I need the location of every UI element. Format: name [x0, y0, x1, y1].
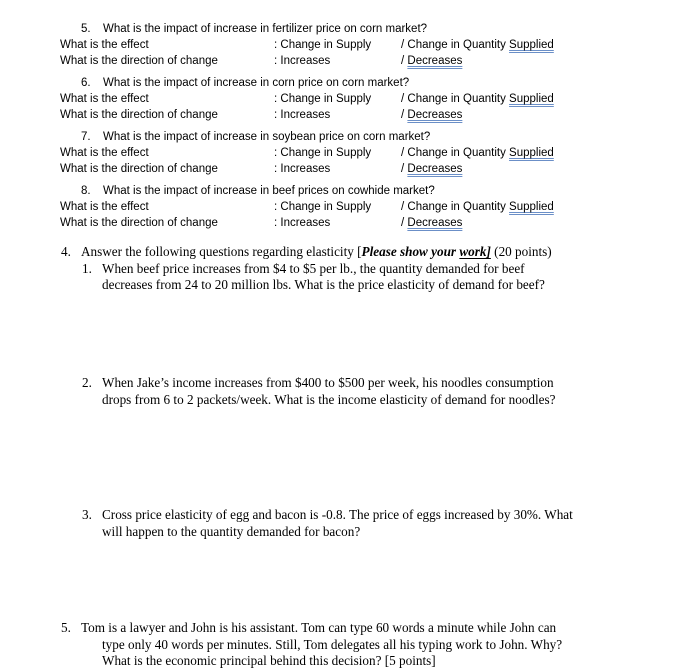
section-line: What is the economic principal behind this decision? [5 points]	[102, 653, 436, 668]
direction-value: : Increases	[274, 55, 331, 67]
direction-alt-prefix: /	[401, 55, 408, 67]
direction-alt-prefix: /	[401, 217, 408, 229]
effect-alternative	[401, 94, 554, 106]
direction-alt-word: Decreases	[407, 163, 463, 175]
section-number: 4.	[61, 244, 71, 259]
effect-label: What is the effect	[60, 93, 149, 105]
item-line: Cross price elasticity of egg and bacon is -0.8. The price of eggs increased by 30%. What	[102, 507, 573, 522]
effect-label: What is the effect	[60, 39, 149, 51]
effect-alternative	[401, 202, 554, 214]
direction-alternative	[401, 56, 462, 68]
effect-alt-prefix: / Change in Quantity	[401, 93, 510, 105]
effect-value: : Change in Supply	[274, 201, 372, 213]
effect-alternative	[401, 40, 554, 52]
question-number: 6.	[81, 77, 91, 89]
effect-value: : Change in Supply	[274, 39, 372, 51]
item-line: When Jake’s income increases from $400 to $500 per week, his noodles consumption	[102, 375, 554, 390]
effect-alt-word: Supplied	[509, 39, 554, 51]
section-heading	[81, 245, 552, 258]
item-line: drops from 6 to 2 packets/week. What is the income elasticity of demand for noodles?	[102, 392, 556, 407]
direction-label: What is the direction of change	[60, 109, 218, 121]
direction-alt-prefix: /	[401, 109, 408, 121]
direction-alternative	[401, 110, 462, 122]
direction-value: : Increases	[274, 163, 331, 175]
question-text: What is the impact of increase in beef prices on cowhide market?	[103, 185, 435, 197]
heading-underlined: work]	[459, 244, 491, 259]
effect-alt-prefix: / Change in Quantity	[401, 39, 510, 51]
section-line: type only 40 words per minutes. Still, Tom delegates all his typing work to John. Why?	[102, 637, 563, 652]
direction-alternative	[401, 218, 462, 230]
question-number: 8.	[81, 185, 91, 197]
effect-label: What is the effect	[60, 147, 149, 159]
direction-value: : Increases	[274, 217, 331, 229]
item-line: When beef price increases from $4 to $5 per lb., the quantity demanded for beef	[102, 261, 525, 276]
heading-text-before: Answer the following questions regarding elasticity [	[81, 244, 362, 259]
direction-label: What is the direction of change	[60, 163, 218, 175]
direction-alt-word: Decreases	[407, 109, 463, 121]
effect-alt-prefix: / Change in Quantity	[401, 201, 510, 213]
heading-bold-italic: Please show your	[361, 244, 460, 259]
item-number: 1.	[82, 261, 92, 276]
direction-alt-word: Decreases	[407, 217, 463, 229]
item-line: will happen to the quantity demanded for bacon?	[102, 524, 361, 539]
effect-alt-word: Supplied	[509, 93, 554, 105]
direction-alt-prefix: /	[401, 163, 408, 175]
item-line: decreases from 24 to 20 million lbs. What is the price elasticity of demand for beef?	[102, 277, 545, 292]
direction-label: What is the direction of change	[60, 55, 218, 67]
question-number: 5.	[81, 23, 91, 35]
heading-text-after: (20 points)	[490, 244, 552, 259]
effect-label: What is the effect	[60, 201, 149, 213]
direction-value: : Increases	[274, 109, 331, 121]
section-number: 5.	[61, 620, 71, 635]
item-number: 2.	[82, 375, 92, 390]
effect-alt-prefix: / Change in Quantity	[401, 147, 510, 159]
effect-alternative	[401, 148, 554, 160]
section-line: Tom is a lawyer and John is his assistant. Tom can type 60 words a minute while John can	[81, 620, 557, 635]
effect-alt-word: Supplied	[509, 201, 554, 213]
question-text: What is the impact of increase in fertilizer price on corn market?	[103, 23, 428, 35]
question-text: What is the impact of increase in soybean price on corn market?	[103, 131, 431, 143]
effect-value: : Change in Supply	[274, 93, 372, 105]
question-number: 7.	[81, 131, 91, 143]
direction-alternative	[401, 164, 462, 176]
direction-label: What is the direction of change	[60, 217, 218, 229]
direction-alt-word: Decreases	[407, 55, 463, 67]
item-number: 3.	[82, 507, 92, 522]
question-text: What is the impact of increase in corn price on corn market?	[103, 77, 410, 89]
effect-value: : Change in Supply	[274, 147, 372, 159]
effect-alt-word: Supplied	[509, 147, 554, 159]
